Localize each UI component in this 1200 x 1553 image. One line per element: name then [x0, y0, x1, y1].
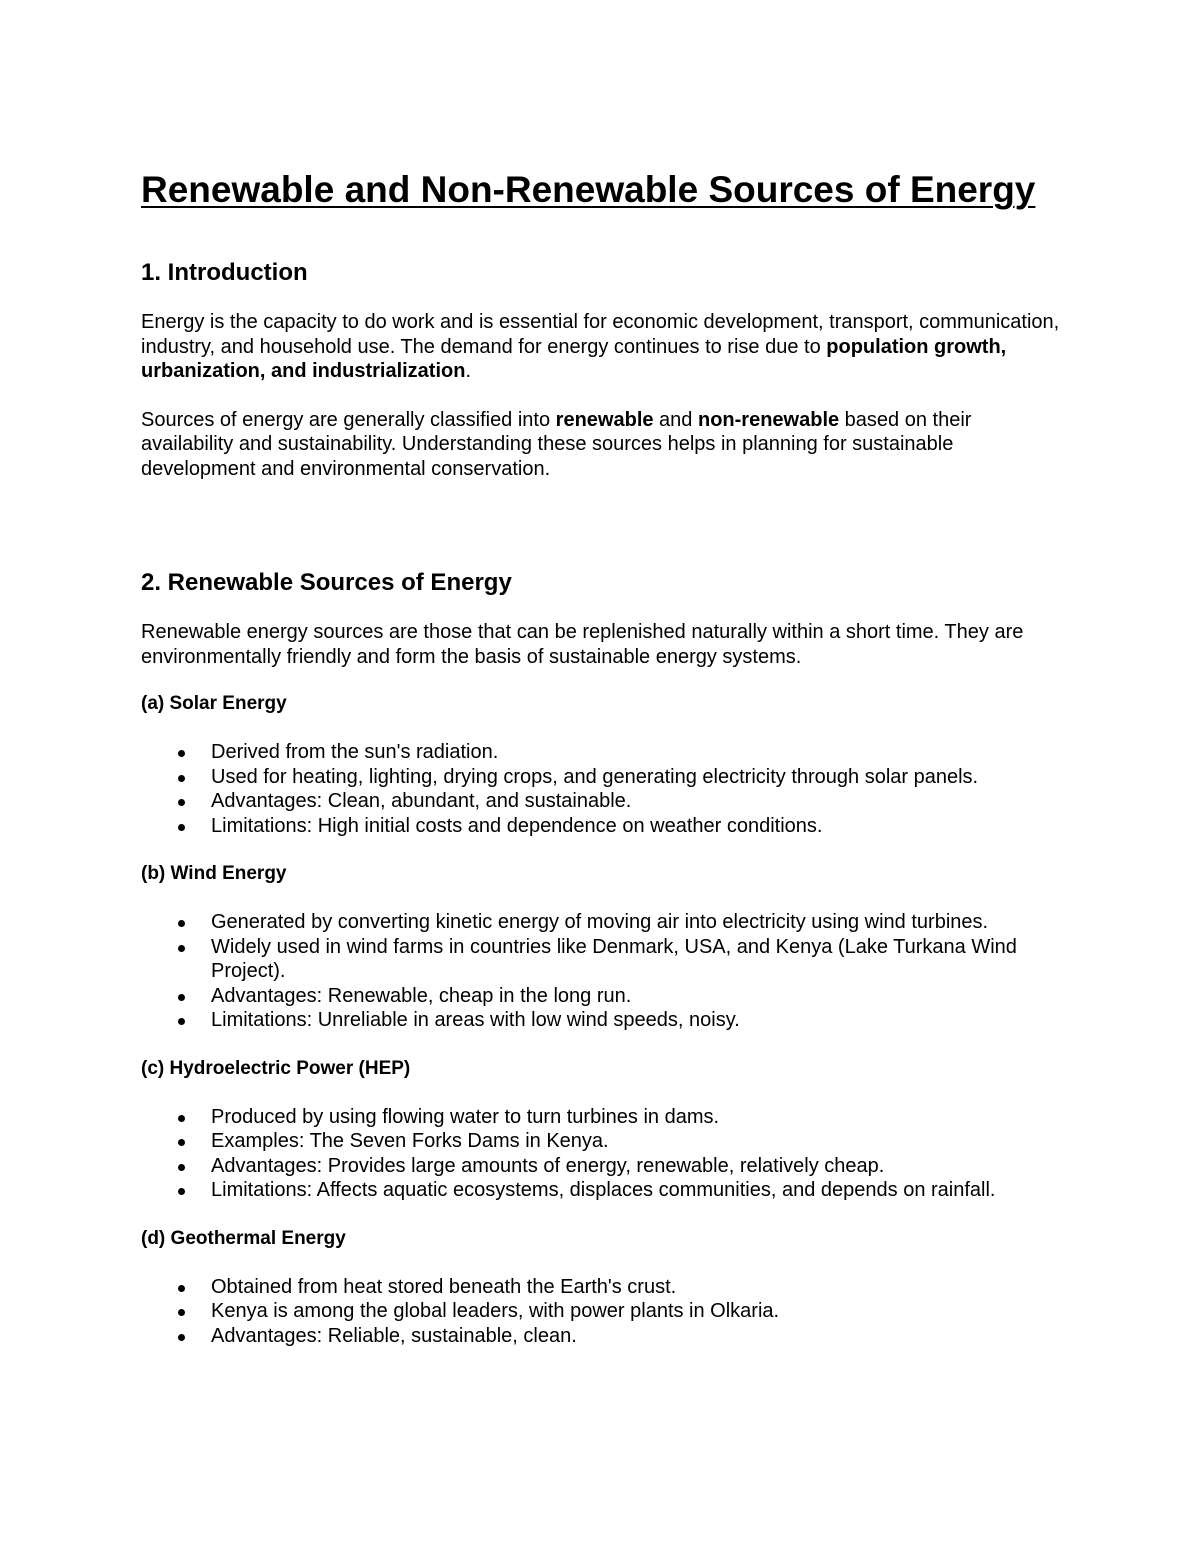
- subsection-heading-geothermal: (d) Geothermal Energy: [141, 1227, 346, 1249]
- intro-p2-text-a: Sources of energy are generally classified into: [141, 408, 556, 431]
- list-item: Advantages: Provides large amounts of energy, renewable, relatively cheap.: [141, 1154, 1061, 1179]
- list-item: Advantages: Clean, abundant, and sustainable.: [141, 789, 1061, 814]
- list-item: Generated by converting kinetic energy of moving air into electricity using wind turbines.: [141, 910, 1061, 935]
- subsection-heading-solar: (a) Solar Energy: [141, 693, 287, 714]
- bullet-icon: [178, 994, 185, 1001]
- intro-p2-bold-non-renewable: non-renewable: [697, 408, 840, 431]
- renewable-paragraph: Renewable energy sources are those that can be replenished naturally within a short time. They are environmentally friendly and form the basis of sustainable energy systems.: [141, 621, 1024, 668]
- list-item: Used for heating, lighting, drying crops, and generating electricity through solar panels.: [141, 765, 1061, 790]
- intro-p2-text-c: based on their availability and sustainability. Understanding these sources helps in planning for sustainable development and environmental conservation.: [141, 408, 972, 480]
- document-page: [141, 165, 1061, 1348]
- subsection-heading-hydroelectric: (c) Hydroelectric Power (HEP): [141, 1057, 411, 1079]
- intro-p1-text-a: Energy is the capacity to do work and is essential for economic development, transport, communication, industry, and household use. The demand for energy continues to rise due to: [141, 311, 1060, 358]
- bullet-icon: [178, 750, 185, 757]
- bullet-icon: [178, 1164, 185, 1171]
- list-item: Produced by using flowing water to turn turbines in dams.: [141, 1105, 1061, 1130]
- list-item: Derived from the sun's radiation.: [141, 740, 1061, 765]
- wind-list: [141, 910, 1061, 1033]
- bullet-icon: [178, 1285, 185, 1292]
- bullet-icon: [178, 1188, 185, 1195]
- hydroelectric-list: [141, 1105, 1061, 1203]
- list-item: Kenya is among the global leaders, with power plants in Olkaria.: [141, 1299, 1061, 1324]
- bullet-icon: [178, 1115, 185, 1122]
- bullet-icon: [178, 824, 185, 831]
- intro-paragraph-2: [141, 408, 1061, 482]
- bullet-icon: [178, 1309, 185, 1316]
- bullet-icon: [178, 1139, 185, 1146]
- bullet-icon: [178, 920, 185, 927]
- list-item: Limitations: High initial costs and dependence on weather conditions.: [141, 814, 1061, 839]
- list-item: Examples: The Seven Forks Dams in Kenya.: [141, 1129, 1061, 1154]
- list-item: Widely used in wind farms in countries like Denmark, USA, and Kenya (Lake Turkana Wind Project).: [141, 935, 1061, 984]
- geothermal-list: [141, 1275, 1061, 1349]
- bullet-icon: [178, 775, 185, 782]
- document-title: Renewable and Non-Renewable Sources of Energy: [141, 169, 1036, 210]
- solar-list: [141, 740, 1061, 838]
- subsection-heading-wind: (b) Wind Energy: [141, 863, 287, 884]
- intro-heading: 1. Introduction: [141, 259, 308, 286]
- intro-p1-bold: population growth, urbanization, and industrialization: [141, 335, 1007, 382]
- bullet-icon: [178, 799, 185, 806]
- list-item: Limitations: Unreliable in areas with low wind speeds, noisy.: [141, 1008, 1061, 1033]
- list-item: Limitations: Affects aquatic ecosystems, displaces communities, and depends on rainfall.: [141, 1178, 1061, 1203]
- intro-p2-bold-renewable: renewable: [555, 408, 654, 431]
- intro-paragraph-1: [141, 310, 1061, 384]
- list-item: Obtained from heat stored beneath the Earth's crust.: [141, 1275, 1061, 1300]
- bullet-icon: [178, 1018, 185, 1025]
- bullet-icon: [178, 945, 185, 952]
- bullet-icon: [178, 1334, 185, 1341]
- intro-p1-text-b: .: [465, 360, 472, 382]
- intro-p2-text-b: and: [653, 408, 698, 431]
- list-item: Advantages: Renewable, cheap in the long run.: [141, 984, 1061, 1009]
- list-item: Advantages: Reliable, sustainable, clean.: [141, 1324, 1061, 1349]
- renewable-heading: 2. Renewable Sources of Energy: [141, 569, 512, 596]
